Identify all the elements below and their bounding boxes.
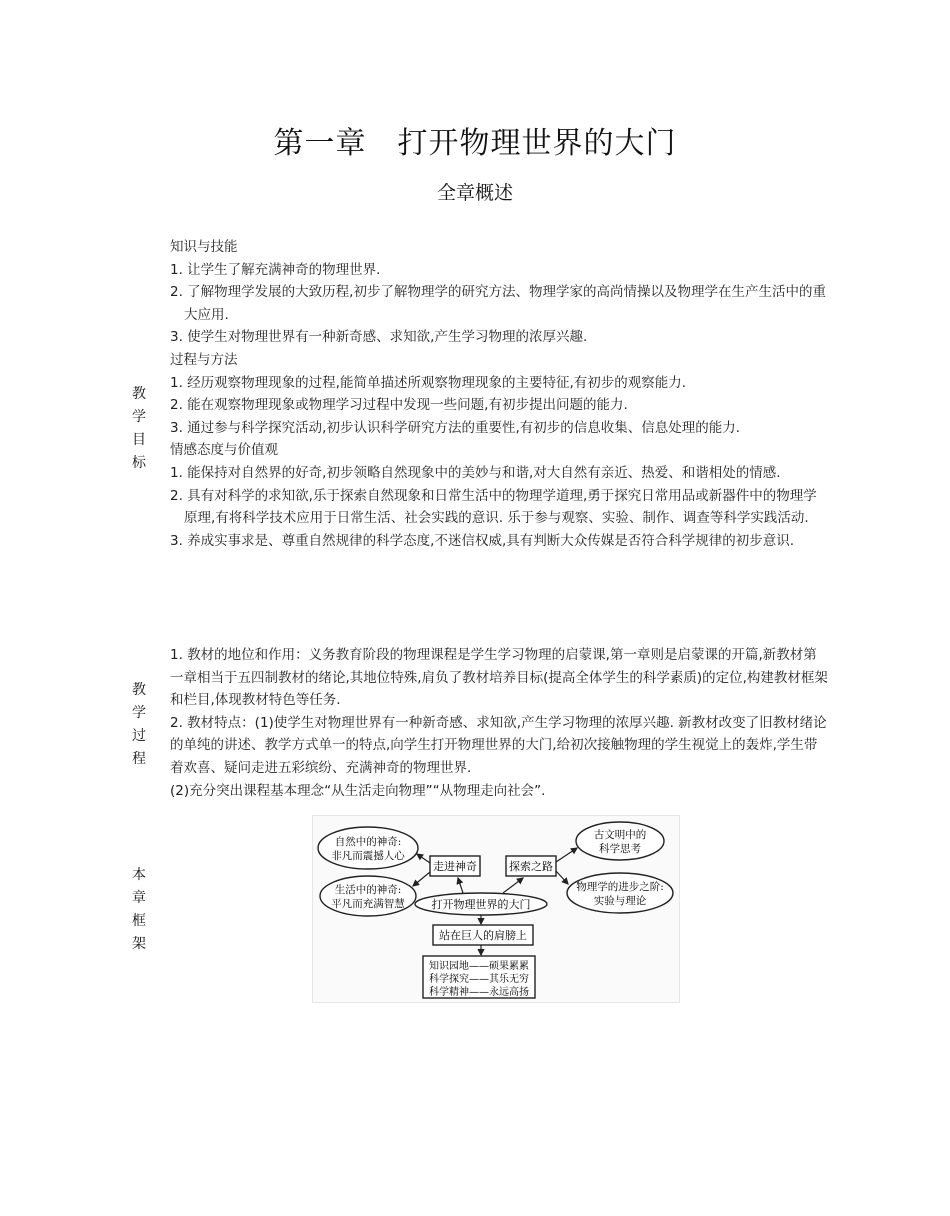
list-item: 1. 让学生了解充满神奇的物理世界.	[170, 261, 381, 278]
life-wonder-line2: 平凡而充满智慧	[331, 898, 405, 910]
arrow-to-explore	[503, 878, 523, 893]
section-label-framework	[128, 864, 150, 956]
nature-wonder-line1: 自然中的神奇:	[334, 836, 402, 848]
label-char: 过	[132, 728, 146, 744]
paragraph: 1. 教材的地位和作用：义务教育阶段的物理课程是学生学习物理的启蒙课,第一章则是启蒙课的开篇,新教材第一章相当于五四制教材的绪论,其地位特殊,肩负了教材培养目标(提高全体学生的科学素质)的定位,构建教材框架和栏目,体现教材特色等任务.	[170, 647, 828, 709]
walk-in-label: 走进神奇	[433, 860, 477, 873]
paragraph: 2. 教材特点：(1)使学生对物理世界有一种新奇感、求知欲,产生学习物理的浓厚兴趣. 新教材改变了旧教材绪论的单纯的讲述、教学方式单一的特点,向学生打开物理世界的大门,给初次接触物理的学生视觉上的轰炸,学生带着欢喜、疑问走进五彩缤纷、充满神奇的物理世界.	[170, 714, 827, 776]
framework-diagram	[312, 815, 680, 1003]
nature-wonder-ellipse	[318, 827, 418, 869]
giants-label: 站在巨人的肩膀上	[439, 929, 527, 942]
explore-label: 探索之路	[509, 860, 553, 873]
list-item: 3. 使学生对物理世界有一种新奇感、求知欲,产生学习物理的浓厚兴趣.	[170, 329, 588, 346]
arrow-to-ancient	[556, 848, 577, 862]
progress-line1: 物理学的进步之阶:	[576, 881, 664, 893]
label-char: 目	[132, 432, 146, 448]
list-item: 1. 经历观察物理现象的过程,能简单描述所观察物理现象的主要特征,有初步的观察能力.	[170, 374, 687, 391]
list-item: 3. 通过参与科学探究活动,初步认识科学研究方法的重要性,有初步的信息收集、信息处理的能力.	[170, 419, 741, 436]
section-label-process	[128, 679, 150, 771]
label-char: 学	[132, 409, 146, 425]
ancient-line1: 古文明中的	[593, 829, 647, 841]
label-char: 标	[132, 455, 146, 471]
section-label-goals	[128, 383, 150, 475]
list-item: 1. 能保持对自然界的好奇,初步领略自然现象中的美妙与和谐,对大自然有亲近、热爱、和谐相处的情感.	[170, 464, 781, 481]
life-wonder-ellipse	[320, 876, 416, 916]
label-char: 教	[132, 386, 146, 402]
center-label: 打开物理世界的大门	[431, 898, 531, 911]
group-heading: 情感态度与价值观	[170, 442, 278, 459]
arrow-to-nature	[417, 854, 430, 863]
label-char: 本	[132, 867, 146, 883]
progress-ellipse	[567, 873, 673, 913]
label-char: 章	[132, 890, 146, 906]
goals-block	[170, 236, 830, 552]
label-char: 程	[132, 751, 146, 767]
ancient-line2: 科学思考	[599, 843, 641, 855]
nature-wonder-line2: 非凡而震撼人心	[331, 850, 405, 862]
group-heading: 过程与方法	[170, 351, 238, 368]
label-char: 架	[132, 936, 146, 952]
summary-line2: 科学探究——其乐无穷	[429, 974, 529, 985]
label-char: 框	[132, 913, 146, 929]
arrow-to-progress	[556, 871, 568, 884]
group-heading: 知识与技能	[170, 239, 238, 255]
life-wonder-line1: 生活中的神奇:	[334, 884, 402, 896]
page-title: 第一章 打开物理世界的大门	[273, 126, 677, 161]
arrow-to-walk-in	[458, 878, 463, 893]
list-item: 2. 能在观察物理现象或物理学习过程中发现一些问题,有初步提出问题的能力.	[170, 397, 628, 414]
label-char: 教	[132, 682, 146, 698]
process-block	[170, 644, 830, 802]
summary-line1: 知识园地——硕果累累	[429, 961, 529, 972]
paragraph: (2)充分突出课程基本理念“从生活走向物理”“从物理走向社会”.	[170, 782, 546, 799]
label-char: 学	[132, 705, 146, 721]
framework-diagram-svg	[313, 816, 679, 1002]
page-subtitle: 全章概述	[436, 182, 513, 204]
list-item: 2. 具有对科学的求知欲,乐于探索自然现象和日常生活中的物理学道理,勇于探究日常用品或新器件中的物理学原理,有将科学技术应用于日常生活、社会实践的意识. 乐于参与观察、实验、制作、调查等科学实践活动.	[170, 487, 817, 527]
arrow-to-life	[413, 872, 430, 886]
list-item: 2. 了解物理学发展的大致历程,初步了解物理学的研究方法、物理学家的高尚情操以及物理学在生产生活中的重大应用.	[170, 284, 826, 323]
progress-line2: 实验与理论	[593, 895, 647, 907]
summary-line3: 科学精神——永远高扬	[429, 987, 529, 998]
list-item: 3. 养成实事求是、尊重自然规律的科学态度,不迷信权威,具有判断大众传媒是否符合科学规律的初步意识.	[170, 532, 795, 549]
